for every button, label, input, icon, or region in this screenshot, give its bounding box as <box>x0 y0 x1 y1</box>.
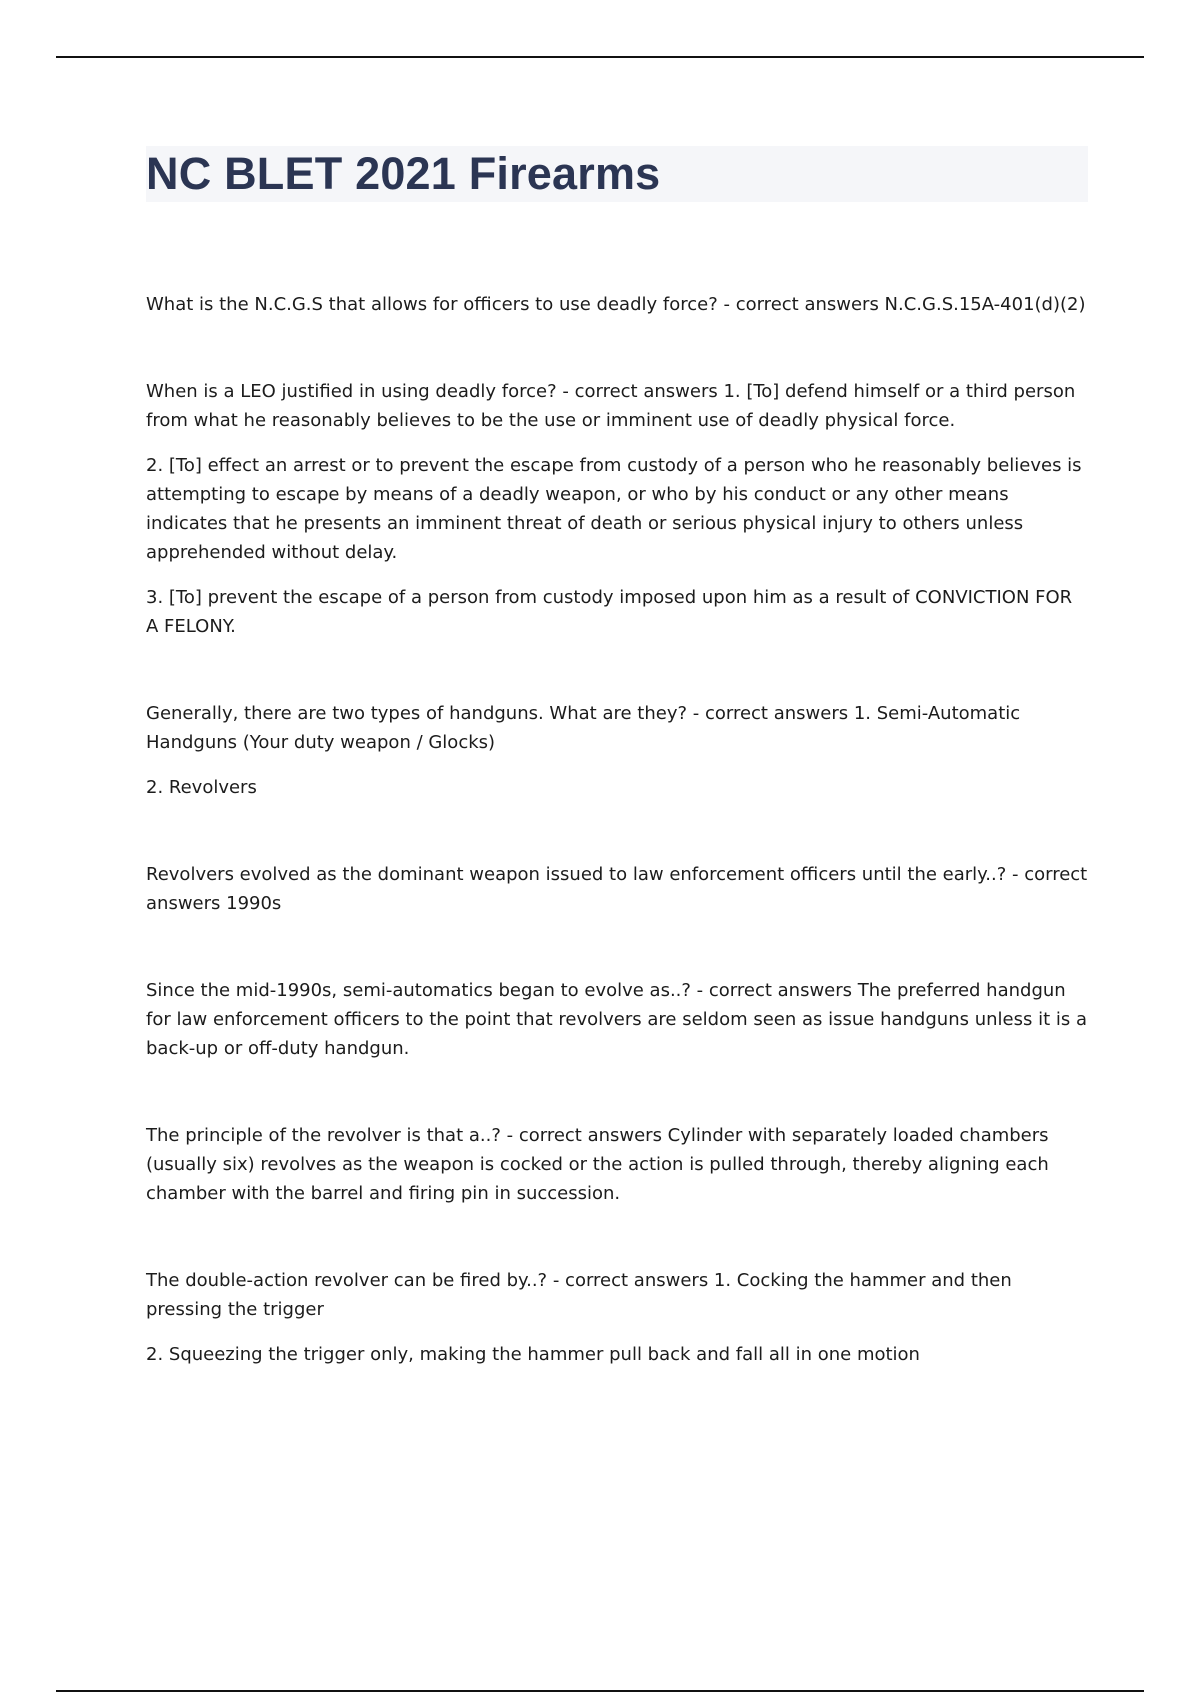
qa-item-1 <box>146 290 1090 319</box>
qa-item-3 <box>146 699 1090 802</box>
qa-paragraph: 2. Squeezing the trigger only, making the hammer pull back and fall all in one motion <box>146 1344 920 1365</box>
qa-paragraph: What is the N.C.G.S that allows for officers to use deadly force? - correct answers N.C.G.S.15A-401(d)(2) <box>146 294 1086 315</box>
qa-paragraph: The principle of the revolver is that a..? - correct answers Cylinder with separately loaded chambers (usually six) revolves as the weapon is cocked or the action is pulled through, thereby aligning each chamber with the barrel and firing pin in succession. <box>146 1125 1049 1204</box>
document-title: NC BLET 2021 Firearms <box>146 148 661 199</box>
qa-paragraph: When is a LEO justified in using deadly force? - correct answers 1. [To] defend himself or a third person from what he reasonably believes to be the use or imminent use of deadly physical force. <box>146 381 1076 431</box>
qa-paragraph: Since the mid-1990s, semi-automatics began to evolve as..? - correct answers The preferred handgun for law enforcement officers to the point that revolvers are seldom seen as issue handguns unless it is a back-up or off-duty handgun. <box>146 980 1087 1059</box>
qa-item-5 <box>146 976 1090 1063</box>
qa-item-4 <box>146 860 1090 918</box>
qa-list <box>146 290 1090 1427</box>
qa-paragraph: 3. [To] prevent the escape of a person from custody imposed upon him as a result of CONVICTION FOR A FELONY. <box>146 587 1073 637</box>
qa-paragraph: Generally, there are two types of handguns. What are they? - correct answers 1. Semi-Automatic Handguns (Your duty weapon / Glocks) <box>146 703 1021 753</box>
bottom-rule <box>56 1690 1144 1692</box>
qa-paragraph: Revolvers evolved as the dominant weapon issued to law enforcement officers until the early..? - correct answers 1990s <box>146 864 1088 914</box>
qa-paragraph: 2. [To] effect an arrest or to prevent the escape from custody of a person who he reasonably believes is attempting to escape by means of a deadly weapon, or who by his conduct or any other means indicates that he presents an imminent threat of death or serious physical injury to others unless apprehended without delay. <box>146 455 1082 563</box>
qa-paragraph: The double-action revolver can be fired by..? - correct answers 1. Cocking the hammer and then pressing the trigger <box>146 1270 1012 1320</box>
qa-paragraph: 2. Revolvers <box>146 777 257 798</box>
qa-item-2 <box>146 377 1090 641</box>
qa-item-6 <box>146 1121 1090 1208</box>
top-rule <box>56 56 1144 58</box>
qa-item-7 <box>146 1266 1090 1369</box>
